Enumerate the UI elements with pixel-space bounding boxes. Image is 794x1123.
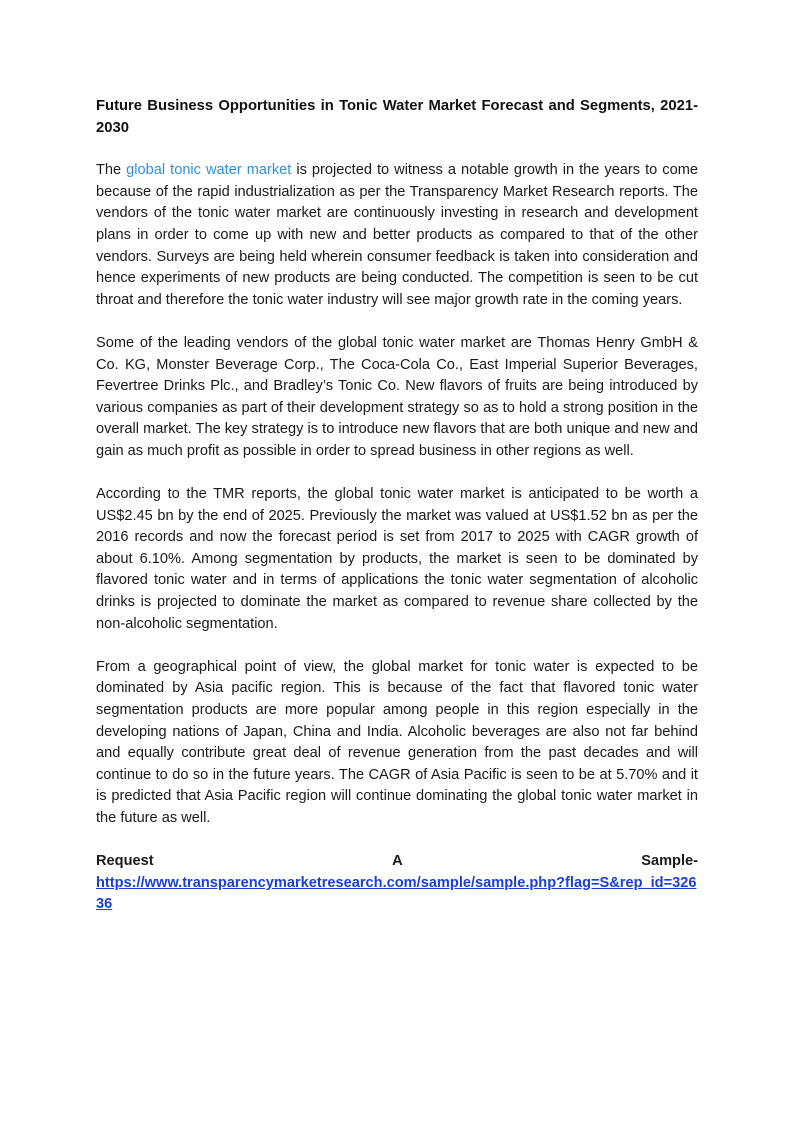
a-word: A (392, 853, 403, 870)
request-sample-block (96, 851, 698, 916)
intro-text-before: The (96, 162, 127, 179)
sample-request-url-link[interactable]: https://www.transparencymarketresearch.com/sample/sample.php?flag=S&rep_id=32636 (96, 874, 697, 913)
paragraph-vendors: Some of the leading vendors of the global tonic water market are Thomas Henry GmbH & Co. KG, Monster Beverage Corp., The Coca-Cola Co., East Imperial Superior Beverages, Fevertree Drinks Plc., and Bradley’s Tonic Co. New flavors of fruits are being introduced by various companies as part of their development strategy so as to hold a strong position in the overall market. The key strategy is to introduce new flavors that are both unique and new and gain as much profit as possible in order to spread business in other regions as well. (96, 334, 698, 459)
request-word: Request (96, 853, 154, 870)
paragraph-geography: From a geographical point of view, the global market for tonic water is expected to be dominated by Asia pacific region. This is because of the fact that flavored tonic water segmentation products are more popular among people in this region especially in the developing nations of Japan, China and India. Alcoholic beverages are also not far behind and equally contribute great deal of revenue generation from the past decades and will continue to do so in the future years. The CAGR of Asia Pacific is seen to be at 5.70% and it is predicted that Asia Pacific region will continue dominating the global tonic water market in the future as well. (96, 658, 698, 826)
document-title: Future Business Opportunities in Tonic Water Market Forecast and Segments, 2021-2030 (96, 98, 698, 136)
paragraph-market-size: According to the TMR reports, the global tonic water market is anticipated to be worth a US$2.45 bn by the end of 2025. Previously the market was valued at US$1.52 bn as per the 2016 records and now the forecast period is set from 2017 to 2025 with CAGR growth of about 6.10%. Among segmentation by products, the market is seen to be dominated by flavored tonic water and in terms of applications the tonic water segmentation of alcoholic drinks is projected to dominate the market as compared to revenue share collected by the non-alcoholic segmentation. (96, 486, 698, 632)
request-sample-label (96, 851, 698, 873)
paragraph-intro (96, 160, 698, 311)
global-tonic-water-market-link[interactable]: global tonic water market (126, 162, 292, 179)
intro-text-after: is projected to witness a notable growth in the years to come because of the rapid industrialization as per the Transparency Market Research reports. The vendors of the tonic water market are continuously investing in research and development plans in order to come up with new and better products as compared to that of the other vendors. Surveys are being held wherein consumer feedback is taken into consideration and hence experiments of new products are being conducted. The competition is seen to be cut throat and therefore the tonic water industry will see major growth rate in the coming years. (96, 162, 698, 308)
sample-word: Sample- (641, 853, 698, 870)
document-page (96, 96, 698, 916)
